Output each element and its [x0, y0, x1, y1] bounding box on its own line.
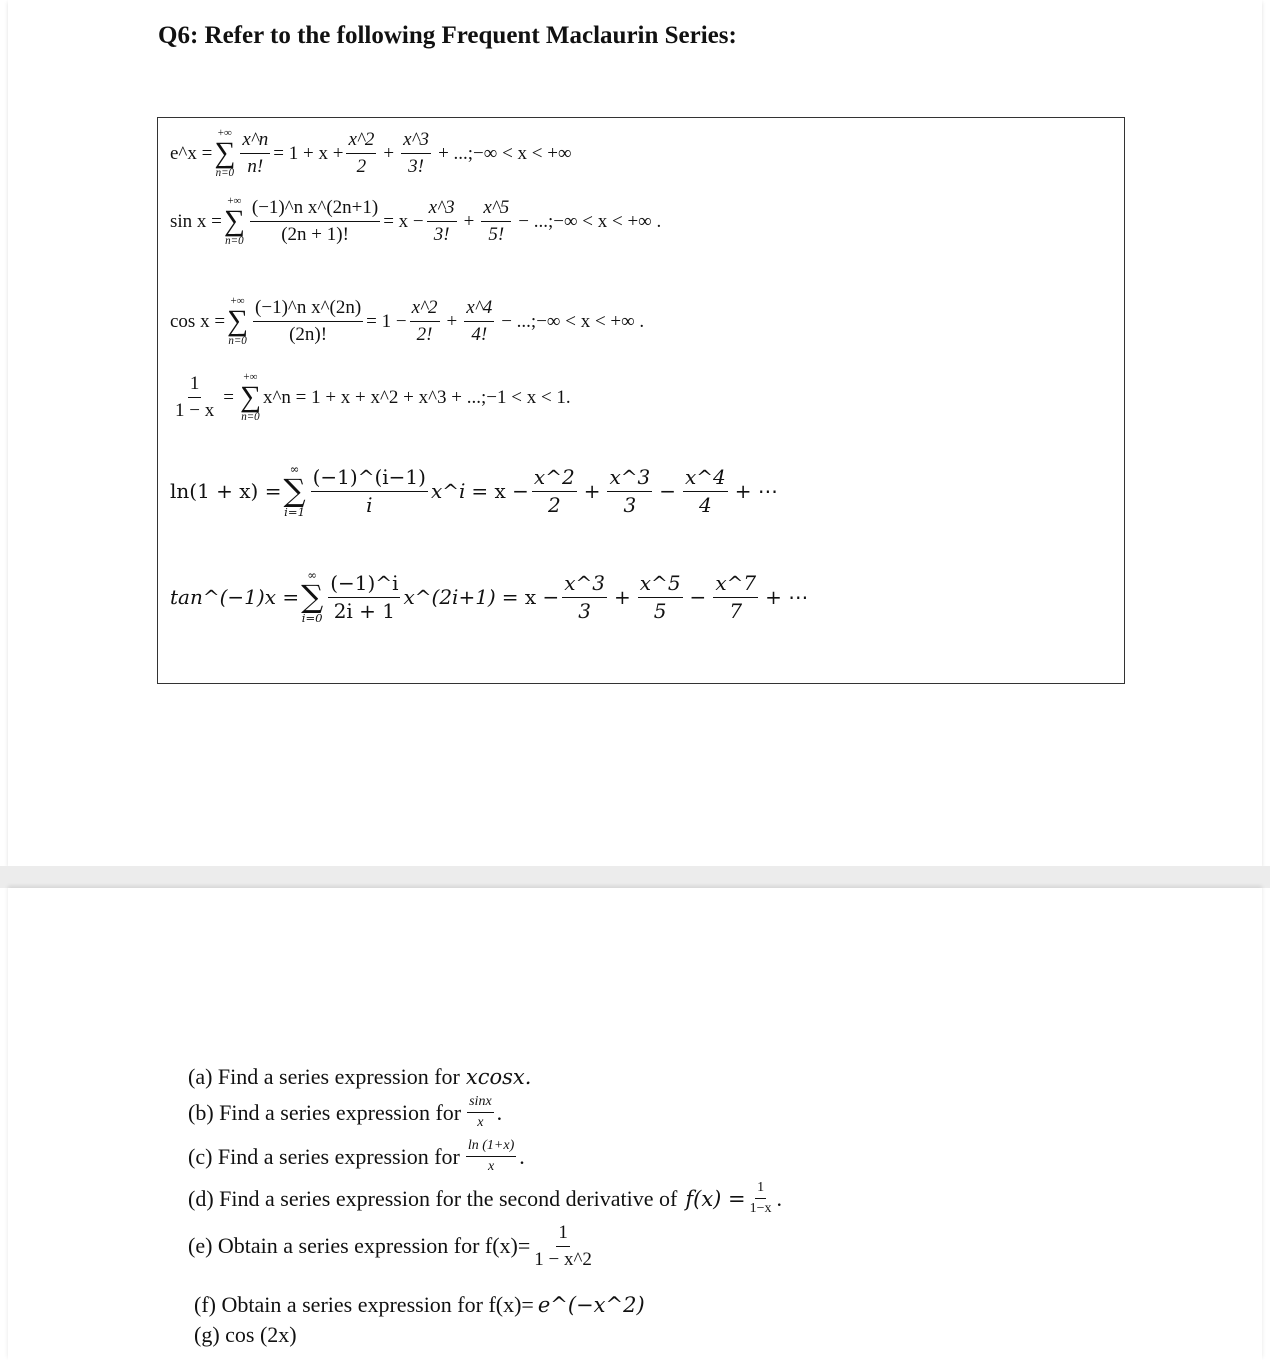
sin-lhs: sin x =: [170, 210, 222, 232]
exp-tail: + ...;−∞ < x < +∞: [438, 142, 572, 164]
document-page-1: [8, 0, 1262, 866]
question-title: Q6: Refer to the following Frequent Maclaurin Series:: [158, 22, 737, 49]
ln-term-power: x^i: [430, 479, 466, 504]
question-b-fraction: $\frac{\sin x}{x}$: [469, 1094, 492, 1131]
atan-frac-2: $\frac{x\^{}5}{5}$: [639, 570, 681, 623]
question-f: (f) Obtain a series expression for f(x)= e^(−x^2): [194, 1292, 645, 1317]
question-e-fraction: $\frac{1}{1 - x\^{}2}$: [534, 1222, 592, 1270]
exp-term: $\frac{x\^{}n}{n!}$: [242, 129, 269, 178]
cos-sum: +∞ ∑ n=0: [227, 295, 249, 348]
question-e: (e) Obtain a series expression for f(x)= $\frac{1}{1 - x\^{}2}$: [188, 1222, 592, 1270]
exp-frac-1: $\frac{x\^{}2}{2}$: [348, 129, 375, 178]
sin-term: $\frac{\text{(−1)\textasciicircum{}n x\textasciicircum{}(2n+1)}}{(2n + 1)!}$: [251, 197, 379, 246]
question-d: (d) Find a series expression for the second derivative of f(x) = $\frac{1}{1-x}$ .: [188, 1180, 783, 1217]
cos-lhs: cos x =: [170, 310, 226, 332]
cos-rhs: = 1 −: [366, 310, 407, 332]
atan-lhs: tan^(−1)x =: [170, 585, 300, 610]
ln-rhs: = x −: [471, 479, 529, 504]
cos-tail: − ...;−∞ < x < +∞ .: [501, 310, 645, 332]
series-ln: ln(1 + x) = ∞ ∑ i=1 $\frac{(-1)\^{}(i-1)}{i}$ x^i = x − $\frac{x\^{}2}{2}$ + $\frac{x\^{}3}{3}$ − $\frac{x\^{}4}{4}$ + ⋯: [170, 462, 778, 519]
atan-term-power: x^(2i+1): [403, 585, 496, 610]
atan-frac-1: $\frac{x\^{}3}{3}$: [564, 570, 606, 623]
ln-lhs: ln(1 + x) =: [170, 479, 282, 504]
ln-frac-3: $\frac{x\^{}4}{4}$: [684, 464, 726, 517]
ln-tail: + ⋯: [734, 479, 778, 504]
question-a: (a) Find a series expression for xcosx.: [188, 1064, 532, 1089]
sin-tail: − ...;−∞ < x < +∞ .: [518, 210, 662, 232]
geom-lhs: $\frac{1}{1 - x}$: [175, 373, 215, 422]
sin-sum: +∞ ∑ n=0: [223, 195, 245, 248]
question-d-fraction: $\frac{1}{1-x}$: [749, 1180, 772, 1217]
ln-term: $\frac{(-1)\^{}(i-1)}{i}$: [312, 464, 426, 517]
document-page-2: [8, 888, 1262, 1360]
question-c-fraction: $\frac{\ln (1+x)}{x}$: [467, 1138, 515, 1175]
cos-frac-1: $\frac{x\^{}2}{2!}$: [411, 297, 438, 346]
cos-frac-2: $\frac{x\^{}4}{4!}$: [466, 297, 493, 346]
ln-frac-1: $\frac{x\^{}2}{2}$: [533, 464, 575, 517]
atan-frac-3: $\frac{x\^{}7}{7}$: [715, 570, 757, 623]
question-b: (b) Find a series expression for $\frac{\sin x}{x}$ .: [188, 1094, 503, 1131]
question-d-math: f(x) =: [685, 1186, 746, 1211]
series-arctan: tan^(−1)x = ∞ ∑ i=0 $\frac{(-1)\^{}i}{2i + 1}$ x^(2i+1) = x − $\frac{x\^{}3}{3}$ + $\frac{x\^{}5}{5}$ − $\frac{x\^{}7}{7}$ + ⋯: [170, 568, 809, 625]
question-c: (c) Find a series expression for $\frac{\ln (1+x)}{x}$ .: [188, 1138, 525, 1175]
question-a-math: xcosx.: [465, 1065, 532, 1089]
atan-rhs: = x −: [501, 585, 560, 610]
exp-lhs: e^x =: [170, 142, 213, 164]
sin-frac-2: $\frac{x\^{}5}{5!}$: [483, 197, 510, 246]
series-sin: sin x = +∞ ∑ n=0 $\frac{\text{(−1)\textasciicircum{}n x\textasciicircum{}(2n+1)}}{(2n + 1)!}$ = x − $\frac{x\^{}3}{3!}$ + $\frac{x\^{}5}{5!}$ − ...;−∞ < x < +∞ .: [170, 195, 662, 248]
exp-sum: +∞ ∑ n=0: [214, 127, 236, 180]
question-f-math: e^(−x^2): [537, 1293, 645, 1317]
ln-sum: ∞ ∑ i=1: [283, 462, 306, 519]
series-exp: e^x = +∞ ∑ n=0 $\frac{x\^{}n}{n!}$ = 1 + x + $\frac{x\^{}2}{2}$ + $\frac{x\^{}3}{3!}$ + ...;−∞ < x < +∞: [170, 127, 572, 180]
ln-frac-2: $\frac{x\^{}3}{3}$: [609, 464, 651, 517]
atan-term: $\frac{(-1)\^{}i}{2i + 1}$: [330, 570, 399, 623]
atan-tail: + ⋯: [765, 585, 809, 610]
geom-rhs: x^n = 1 + x + x^2 + x^3 + ...;−1 < x < 1.: [262, 386, 571, 408]
exp-frac-2: $\frac{x\^{}3}{3!}$: [403, 129, 430, 178]
cos-term: $\frac{\text{(−1)\textasciicircum{}n x\textasciicircum{}(2n)}}{(2n)!}$: [255, 297, 362, 346]
sin-frac-1: $\frac{x\^{}3}{3!}$: [428, 197, 455, 246]
atan-sum: ∞ ∑ i=0: [301, 568, 324, 625]
page-separator: [0, 866, 1270, 888]
maclaurin-series-box: [157, 117, 1125, 684]
sin-rhs: = x −: [383, 210, 424, 232]
geom-sum: +∞ ∑ n=0: [239, 371, 261, 424]
series-geometric: $\frac{1}{1 - x}$ = +∞ ∑ n=0 x^n = 1 + x + x^2 + x^3 + ...;−1 < x < 1.: [175, 371, 571, 424]
series-cos: cos x = +∞ ∑ n=0 $\frac{\text{(−1)\textasciicircum{}n x\textasciicircum{}(2n)}}{(2n)!}$ = 1 − $\frac{x\^{}2}{2!}$ + $\frac{x\^{}4}{4!}$ − ...;−∞ < x < +∞ .: [170, 295, 645, 348]
question-g: (g) cos (2x): [194, 1322, 297, 1347]
exp-rhs: = 1 + x +: [273, 142, 344, 164]
